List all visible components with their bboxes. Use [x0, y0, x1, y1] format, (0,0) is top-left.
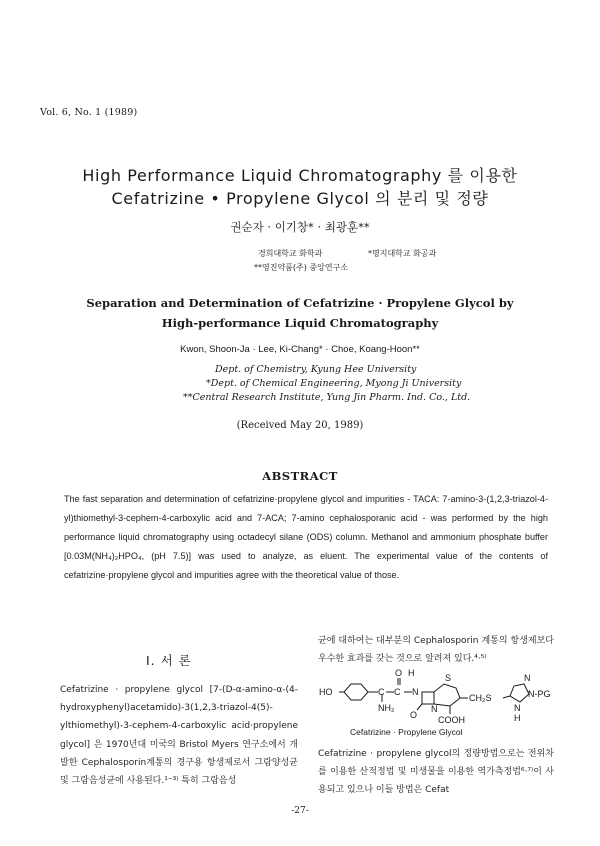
english-affiliation-2: *Dept. of Chemical Engineering, Myong Ji University	[206, 378, 462, 389]
intro-right-column-bottom: Cefatrizine · propylene glycol의 정량방법으로는 전위차를 이용한 산적정법 및 미생물을 이용한 역가측정법⁶·⁷⁾이 사용되고 있으나 이들 방법은 Cefat	[318, 749, 554, 796]
amide-n-label: N	[412, 687, 419, 697]
english-title-line1: Separation and Determination of Cefatrizine · Propylene Glycol by	[86, 296, 514, 310]
korean-title-line1: High Performance Liquid Chromatography 를 이용한	[82, 166, 518, 185]
phenyl-ring	[344, 684, 368, 700]
korean-title-line2: Cefatrizine • Propylene Glycol 의 분리 및 정량	[111, 189, 489, 208]
korean-affiliation-1: 경희대학교 화학과	[258, 249, 323, 258]
english-affiliation-1: Dept. of Chemistry, Kyung Hee University	[215, 364, 417, 375]
triazole-n2-label: N	[514, 703, 521, 713]
ch2s-label: CH₂S	[469, 693, 492, 703]
intro-left-column: Cefatrizine · propylene glycol [7-(D-α-amino-α-(4-hydroxyphenyl)acetamido)-3(1,2,3-triazol-4(5)-ylthiomethyl)-3-cephem-4-carboxylic acid·propylene glycol] 은 1970년대 미국의 Bristol Myers 연구소에서 개발한 Cephalosporin계통의 경구용 항생제로서 그람양성균 및 그람음성균에 사용된다.¹⁻³⁾ 특히 그람음성	[60, 685, 298, 787]
ring-n-label: N	[431, 704, 438, 714]
carbonyl-carbon-label: C	[394, 687, 401, 697]
triazole-pg-label: N-PG	[528, 689, 551, 699]
section-heading-introduction: I. 서 론	[146, 653, 192, 668]
triazole-h-label: H	[514, 713, 521, 723]
ring-s-label: S	[445, 673, 452, 683]
english-title-line2: High-performance Liquid Chromatography	[161, 316, 439, 330]
korean-authors: 권순자 · 이기창* · 최광훈**	[230, 220, 370, 234]
english-authors: Kwon, Shoon-Ja · Lee, Ki-Chang* · Choe, Koang-Hoon**	[180, 344, 420, 355]
intro-right-column-top: 균에 대하여는 대부분의 Cephalosporin 계통의 항생제보다 우수한 효과를 갖는 것으로 알려져 있다.⁴·⁵⁾	[318, 636, 554, 665]
ho-label: HO	[319, 687, 333, 697]
triazole-n-label: N	[524, 673, 531, 683]
beta-lactam-ring	[422, 692, 434, 704]
abstract-heading: ABSTRACT	[262, 469, 338, 483]
amide-h-label: H	[408, 668, 415, 678]
cefatrizine-structure-figure	[318, 664, 554, 726]
triazole-ring	[510, 684, 529, 702]
alpha-carbon-label: C	[378, 687, 385, 697]
cooh-label: COOH	[438, 715, 465, 725]
received-date: (Received May 20, 1989)	[236, 420, 364, 431]
page-number: -27-	[291, 806, 309, 816]
abstract-text: The fast separation and determination of cefatrizine·propylene glycol and impurities - TACA: 7-amino-3-(1,2,3-triazol-4-yl)thiomethyl-3-cephem-4-carboxylic acid and 7-ACA; 7-amino cephalosporanic acid - was performed by the high performance liquid chromatography using octadecyl silane (ODS) column. Methanol and ammonium phosphate buffer [0.03M(NH₄)₂HPO₄, (pH 7.5)] was used to analyze, as eluent. The experimental value of the contents of cefatrizine·propylene glycol and impurities agree with the theoretical value of those.	[64, 494, 548, 580]
lactam-oxygen-label: O	[410, 710, 418, 720]
english-affiliation-3: **Central Research Institute, Yung Jin Pharm. Ind. Co., Ltd.	[183, 392, 471, 403]
figure-caption: Cefatrizine · Propylene Glycol	[350, 727, 463, 737]
volume-header: Vol. 6, No. 1 (1989)	[40, 107, 138, 118]
korean-affiliation-2: *명지대학교 화공과	[368, 249, 437, 258]
nh2-label: NH₂	[378, 703, 395, 713]
amide-oxygen-label: O	[395, 668, 403, 678]
korean-affiliation-3: **영진약품(주) 중앙연구소	[254, 263, 349, 272]
